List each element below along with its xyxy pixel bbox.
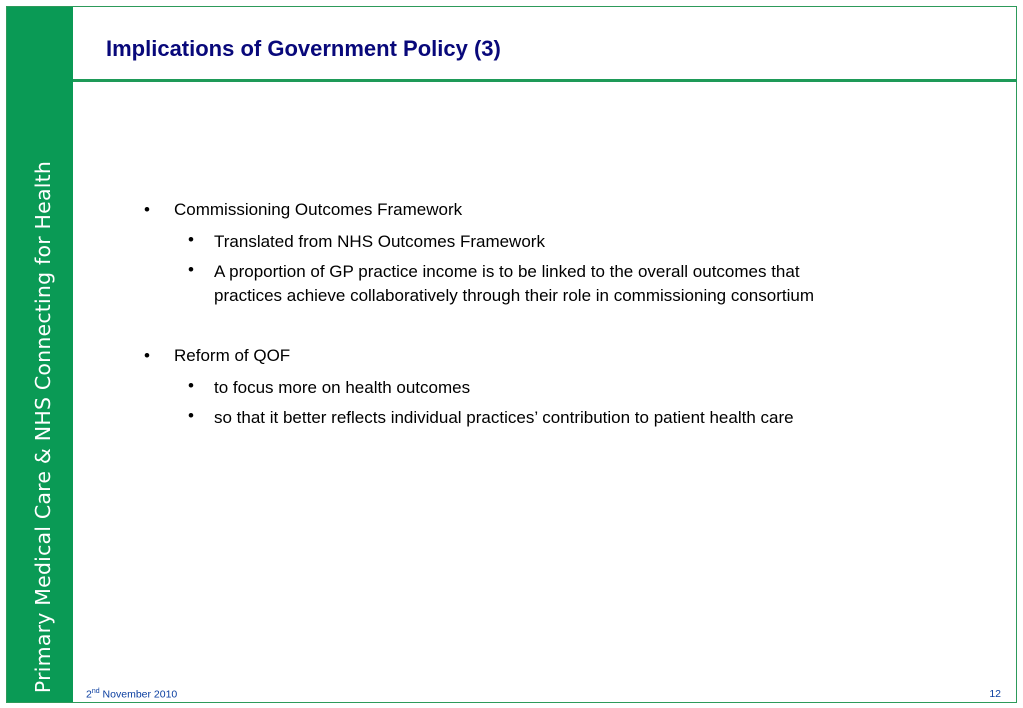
page-number: 12: [989, 688, 1001, 700]
bullet-text: Commissioning Outcomes Framework: [174, 200, 463, 219]
sub-bullet-text: to focus more on health outcomes: [214, 378, 471, 397]
bullet-symbol: •: [188, 376, 194, 395]
bullet-symbol: •: [188, 406, 194, 425]
footer-date-suffix: nd: [91, 688, 100, 695]
sub-bullet-text: Translated from NHS Outcomes Framework: [214, 232, 545, 251]
title-divider: [73, 79, 1017, 82]
sub-bullet-text: so that it better reflects individual practices’ contribution to patient health care: [214, 408, 794, 427]
sub-bullet-text-line2: practices achieve collaboratively through their role in commissioning consortium: [214, 286, 814, 305]
bullet-symbol: •: [188, 260, 194, 279]
bullet-symbol: •: [144, 346, 150, 365]
footer-date: [86, 688, 177, 701]
slide-title: Implications of Government Policy (3): [106, 36, 501, 61]
sidebar: [7, 7, 73, 702]
sidebar-label: Primary Medical Care & NHS Connecting for Health: [31, 160, 55, 694]
footer-date-day: 2: [86, 688, 92, 701]
bullet-text: Reform of QOF: [174, 346, 291, 365]
slide-frame: [6, 6, 1017, 703]
footer-date-month-year: November 2010: [99, 688, 178, 701]
bullet-symbol: •: [188, 230, 194, 249]
bullet-symbol: •: [144, 200, 150, 219]
sub-bullet-text-line1: A proportion of GP practice income is to be linked to the overall outcomes that: [214, 262, 800, 281]
